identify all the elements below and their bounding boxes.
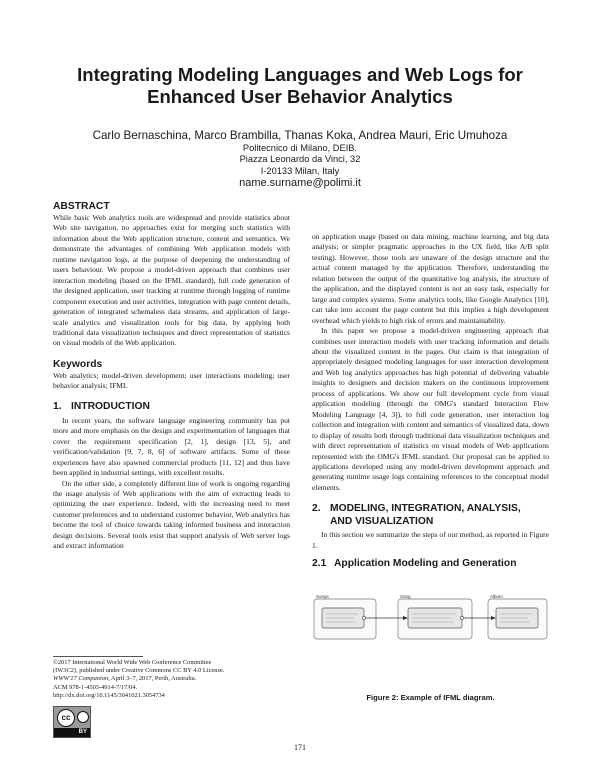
footnote-rule [53, 656, 143, 657]
section-2-1-heading [312, 557, 549, 570]
section-2-paragraph: In this section we summarize the steps of our method, as reported in Figure 1. [312, 530, 549, 550]
intro-paragraph-2: On the other side, a completely different line of work is ongoing regarding the usage analysis of Web applications with the aim of extracting leads to optimizing the user experience. Indeed, with the increasing need to meet customer preferences and to understand customer behavior, Web analytics has become the tool of choice towards taking informed business and interaction design decisions. Several tools exist that support analysis of Web server logs and extract information [53, 478, 290, 551]
intro-paragraph-3: In this paper we propose a model-driven engineering approach that combines user interaction models with user tracking information and details about the visualized content in the pages. Our claim is that integration of appropriately designed modeling languages for user interaction development and Web log analytics approaches has high potential of delivering valuable insights to designers and decision makers on the continuous improvement process of applications. We show our full development cycle from visual application modeling (through the OMG's standard Interaction Flow Modeling Language [4, 3]), to full code generation, user interaction log collection and integration with content and semantics of visualized data, down to display of results both through traditional data visualization techniques and with direct representation of statistics on visual models of Web applications represented with the OMG's IFML standard. Our proposal can be applied to applications developed using any model-driven development approach and generating runtime usage logs containing references to the conceptual model elements. [312, 326, 549, 492]
title-line-1: Integrating Modeling Languages and Web Logs for [77, 64, 523, 85]
footnote-doi-link[interactable]: http://dx.doi.org/10.1145/3041021.3054734 [53, 691, 165, 699]
footnote-line-2: (IW3C2), published under Creative Commons CC BY 4.0 License. [53, 667, 225, 675]
figure-caption: Figure 2: Example of IFML diagram. [366, 693, 495, 702]
section-2-1-number: 2.1 [312, 558, 327, 570]
author-address-2: I-20133 Milan, Italy [260, 165, 340, 176]
footnote-line-1: ©2017 International World Wide Web Conference Committee [53, 659, 212, 666]
keywords-text: Web analytics; model-driven development; user interactions modeling; user behavior analysis; IFML [53, 370, 290, 391]
by-label: BY [54, 728, 90, 737]
left-column [53, 200, 290, 552]
section-1-heading [53, 400, 290, 413]
cc-by-license-icon [53, 706, 91, 738]
section-2-title-line-1: MODELING, INTEGRATION, ANALYSIS, [330, 503, 521, 515]
page-number: 171 [294, 743, 306, 752]
author-block [40, 129, 560, 190]
footnote-venue-date: April 3–7, 2017, Perth, Australia. [109, 675, 197, 683]
ifml-diagram [312, 593, 549, 673]
ifml-diagram-figure [312, 593, 549, 673]
author-address-1: Piazza Leonardo da Vinci, 32 [239, 154, 361, 165]
ifml-label-right: Album [490, 594, 503, 599]
title-line-2: Enhanced User Behavior Analytics [147, 86, 453, 107]
keywords-heading: Keywords [53, 358, 103, 370]
author-names: Carlo Bernaschina, Marco Brambilla, Thanas Koka, Andrea Mauri, Eric Umuhoza [92, 129, 508, 142]
right-column [312, 232, 549, 570]
ifml-label-left: Songs [316, 594, 329, 599]
footnote-line-4: ACM 978-1-4503-4914-7/17/04. [53, 683, 138, 691]
intro-paragraph-2-continued: on application usage (based on data mining, machine learning, and big data analysis; or simpler pragmatic approaches in the UX field, like A/B split testing). However, those tools are unaware of the design structure and the actual content managed by the application. Therefore, understanding the relation between the output of the quantitative log analysis, the structure of the application, and the displayed content is not an easy task, especially for large and complex systems. Some analytics tools, like Google Analytics [10], can take into account the page content but this implies a high development overhead which yields to high risk of errors and maintainability. [312, 232, 549, 325]
ifml-label-mid: Song [400, 594, 411, 599]
paper-title [40, 64, 560, 108]
abstract-heading: ABSTRACT [53, 201, 110, 212]
author-affiliation: Politecnico di Milano, DEIB. [242, 143, 358, 153]
section-2-heading [312, 502, 549, 528]
section-2-title-line-2: AND VISUALIZATION [330, 516, 434, 528]
intro-paragraph-1: In recent years, the software language engineering community has put more and more emphasis on the design and experimentation of languages that cover the requirement specification [2, 1], design [13, 5], and verification/validation [9, 7, 8, 6] of software artifacts. Some of these experiences have also spawned commercial products [11, 12] and thus have been applied in industrial settings, with excellent results. [53, 415, 290, 478]
copyright-footnote [53, 656, 290, 700]
section-2-1-title: Application Modeling and Generation [334, 558, 517, 570]
footnote-venue: WWW'17 Companion, [53, 675, 110, 683]
person-icon [77, 711, 89, 723]
section-2-number: 2. [312, 503, 321, 515]
footnote-line-3 [53, 675, 290, 683]
section-1-number: 1. [53, 400, 62, 412]
abstract-text: While basic Web analytics tools are widespread and provide statistics about Web site navigation, no approaches exist for merging such statistics with information about the Web application structure, content and semantics. We demonstrate the advantages of combining Web application models with runtime navigation logs, at the purpose of deepening the understanding of users behaviour. We propose a model-driven approach that combines user interaction modeling (based on the IFML standard), full code generation of the designed application, user tracking at runtime through logging of runtime component execution and user activities, integration with page content details, generation of integrated schemaless data streams, and application of large-scale analytics and visualization tools for big data, by applying both traditional data visualization techniques and direct representation of statistics on visual models of the Web application. [53, 213, 290, 348]
section-1-title: INTRODUCTION [71, 400, 150, 412]
cc-logo-icon: cc [57, 709, 75, 727]
author-email: name.surname@polimi.it [239, 176, 361, 189]
